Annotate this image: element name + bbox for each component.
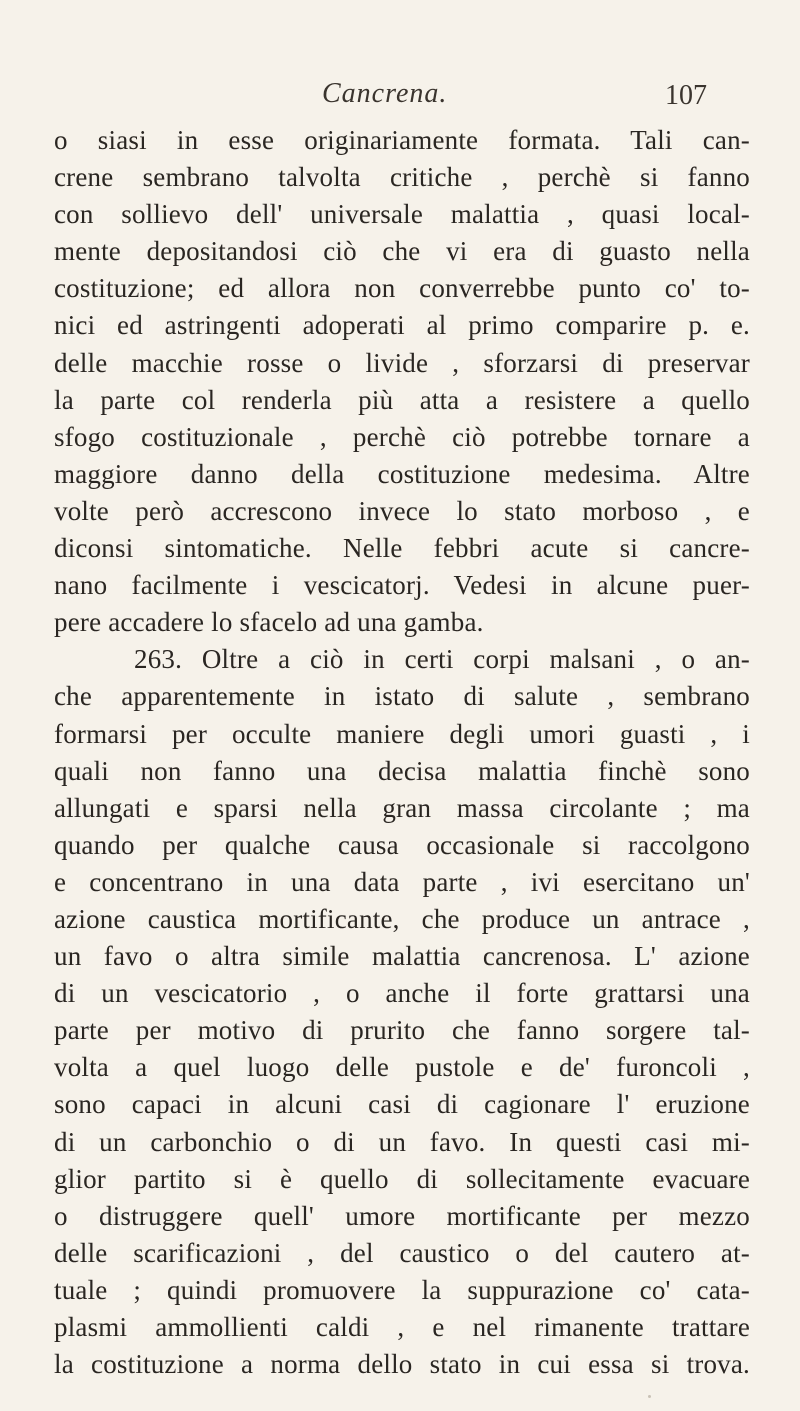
text-line: volte però accrescono invece lo stato morboso , e <box>54 495 750 526</box>
text-line: o distruggere quell' umore mortificante per mezzo <box>54 1200 750 1231</box>
text-line: pere accadere lo sfacelo ad una gamba. <box>54 607 484 638</box>
text-line: allungati e sparsi nella gran massa circolante ; ma <box>54 792 750 823</box>
text-line: mente depositandosi ciò che vi era di guasto nella <box>54 236 750 267</box>
text-line: di un vescicatorio , o anche il forte grattarsi una <box>54 978 750 1009</box>
page-number: 107 <box>665 80 707 111</box>
text-line: con sollievo dell' universale malattia , quasi local- <box>54 199 750 230</box>
text-line: costituzione; ed allora non converrebbe punto co' to- <box>54 273 750 304</box>
text-line: e concentrano in una data parte , ivi esercitano un' <box>54 866 750 897</box>
text-line: crene sembrano talvolta critiche , perchè si fanno <box>54 162 750 193</box>
text-line: quando per qualche causa occasionale si raccolgono <box>54 829 750 860</box>
text-line: plasmi ammollienti caldi , e nel rimanente trattare <box>54 1312 750 1342</box>
text-line: la costituzione a norma dello stato in cui essa si trova. <box>54 1349 750 1380</box>
text-line: o siasi in esse originariamente formata. Tali can- <box>54 125 750 155</box>
text-line: quali non fanno una decisa malattia finchè sono <box>54 755 750 786</box>
text-line: sono capaci in alcuni casi di cagionare l' eruzione <box>54 1089 750 1120</box>
text-line: delle macchie rosse o livide , sforzarsi di preservar <box>54 347 750 378</box>
text-line: azione caustica mortificante, che produce un antrace , <box>54 903 750 934</box>
page-header <box>0 78 800 118</box>
paper-speck <box>648 1395 651 1398</box>
text-line: tuale ; quindi promuovere la suppurazione co' cata- <box>54 1274 750 1305</box>
body-text <box>54 122 750 1380</box>
text-line: formarsi per occulte maniere degli umori guasti , i <box>54 718 750 749</box>
text-line: di un carbonchio o di un favo. In questi casi mi- <box>54 1126 750 1157</box>
text-line: la parte col renderla più atta a resistere a quello <box>54 384 750 415</box>
text-line: 263. Oltre a ciò in certi corpi malsani , o an- <box>134 644 750 675</box>
text-line: che apparentemente in istato di salute , sembrano <box>54 681 750 712</box>
text-line: delle scarificazioni , del caustico o del cautero at- <box>54 1237 750 1268</box>
text-line: maggiore danno della costituzione medesima. Altre <box>54 458 750 489</box>
text-line: nici ed astringenti adoperati al primo comparire p. e. <box>54 310 750 341</box>
text-line: sfogo costituzionale , perchè ciò potrebbe tornare a <box>54 421 750 452</box>
text-line: un favo o altra simile malattia cancrenosa. L' azione <box>54 941 750 972</box>
text-line: nano facilmente i vescicatorj. Vedesi in alcune puer- <box>54 570 750 601</box>
text-line: diconsi sintomatiche. Nelle febbri acute si cancre- <box>54 533 750 564</box>
running-title: Cancrena. <box>322 78 448 109</box>
text-line: glior partito si è quello di sollecitamente evacuare <box>54 1163 750 1194</box>
text-line: volta a quel luogo delle pustole e de' furoncoli , <box>54 1052 750 1083</box>
text-line: parte per motivo di prurito che fanno sorgere tal- <box>54 1015 750 1046</box>
